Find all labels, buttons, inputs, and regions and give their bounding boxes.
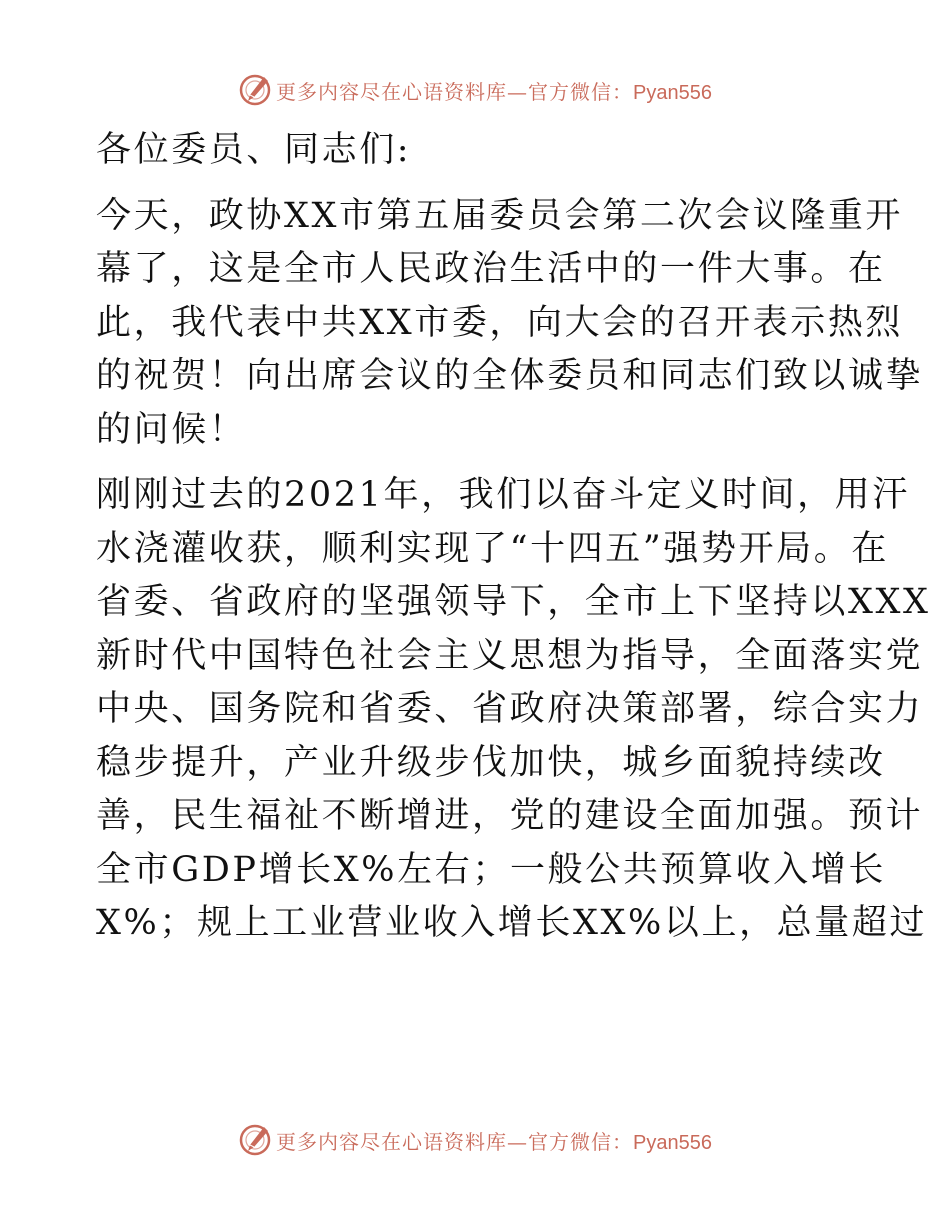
- document-body: [96, 124, 931, 951]
- quill-logo-icon: [238, 73, 272, 107]
- footer-banner: [0, 1120, 950, 1160]
- paragraph-line: 的祝贺！向出席会议的全体委员和同志们致以诚挚: [96, 356, 924, 396]
- paragraph-line: 水浇灌收获，顺利实现了“十四五”强势开局。在: [96, 528, 889, 569]
- paragraph-review: [96, 469, 931, 951]
- paragraph-line: 幕了，这是全市人民政治生活中的一件大事。在: [96, 249, 886, 289]
- wechat-handle: Pyan556: [633, 81, 712, 104]
- paragraph-line: 中央、国务院和省委、省政府决策部署，综合实力: [96, 689, 924, 729]
- paragraph-line: 全市GDP增长X%左右；一般公共预算收入增长: [96, 849, 886, 890]
- paragraph-line: 的问候！: [96, 409, 247, 450]
- banner-text: 更多内容尽在心语资料库—官方微信：Pyan556: [276, 1129, 712, 1154]
- paragraph-line: 省委、省政府的坚强领导下，全市上下坚持以XXX: [96, 582, 931, 622]
- paragraph-line: 善，民生福祉不断增进，党的建设全面加强。预计: [96, 796, 924, 836]
- salutation-line: 各位委员、同志们:: [96, 130, 412, 170]
- paragraph-line: 今天，政协XX市第五届委员会第二次会议隆重开: [96, 195, 904, 236]
- header-banner: [0, 70, 950, 110]
- paragraph-line: 刚刚过去的2021年，我们以奋斗定义时间，用汗: [96, 475, 910, 515]
- paragraph-line: 新时代中国特色社会主义思想为指导，全面落实党: [96, 635, 924, 676]
- paragraph-line: 此，我代表中共XX市委，向大会的召开表示热烈: [96, 302, 904, 343]
- paragraph-opening: [96, 190, 924, 458]
- quill-logo-icon: [238, 1123, 272, 1157]
- paragraph-line: X%；规上工业营业收入增长XX%以上，总量超过: [96, 903, 928, 943]
- salutation: [96, 124, 856, 178]
- wechat-handle: Pyan556: [633, 1131, 712, 1154]
- paragraph-line: 稳步提升，产业升级步伐加快，城乡面貌持续改: [96, 742, 886, 783]
- banner-text: 更多内容尽在心语资料库—官方微信：Pyan556: [276, 79, 712, 104]
